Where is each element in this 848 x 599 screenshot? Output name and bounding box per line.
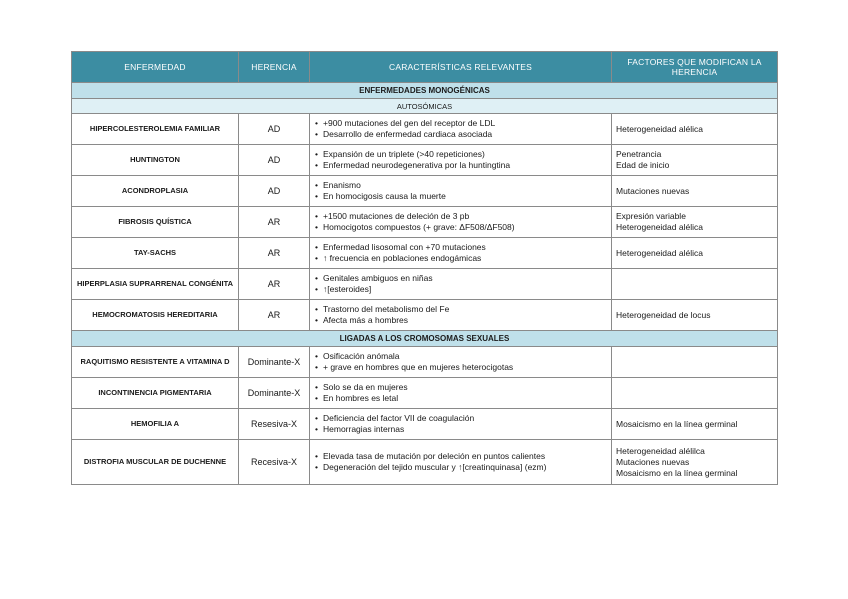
characteristic-item: • +1500 mutaciones de deleción de 3 pb (323, 211, 607, 222)
factor-item: Heterogeneidad alélica (616, 222, 703, 232)
factors-cell (612, 269, 778, 300)
characteristic-item: • Afecta más a hombres (323, 315, 607, 326)
characteristic-item: • Expansión de un triplete (>40 repeticiones) (323, 149, 607, 160)
disease-name: HEMOCROMATOSIS HEREDITARIA (72, 300, 239, 331)
factors-cell (612, 207, 778, 238)
table-row (72, 114, 778, 145)
section-title-autosomal: AUTOSÓMICAS (72, 99, 778, 114)
characteristic-item: • En hombres es letal (323, 393, 607, 404)
characteristics-cell (310, 269, 612, 300)
inheritance-type: AR (239, 269, 310, 300)
characteristics-list (314, 351, 607, 373)
section-row-monogenic (72, 83, 778, 99)
factor-item: Mutaciones nuevas (616, 456, 690, 467)
header-inheritance: HERENCIA (239, 52, 310, 83)
table-row (72, 300, 778, 331)
inheritance-type: Dominante-X (239, 378, 310, 409)
inheritance-type: Dominante-X (239, 347, 310, 378)
table-row (72, 409, 778, 440)
factor-item: Heterogeneidad de locus (616, 309, 711, 320)
characteristics-cell (310, 145, 612, 176)
header-characteristics: CARACTERÍSTICAS RELEVANTES (310, 52, 612, 83)
factors-cell (612, 300, 778, 331)
characteristic-item: • Homocigotos compuestos (+ grave: ΔF508/ΔF508) (323, 222, 607, 233)
header-row (72, 52, 778, 83)
characteristic-item: • En homocigosis causa la muerte (323, 191, 607, 202)
section-row-sexlinked (72, 331, 778, 347)
characteristic-item: • Enfermedad lisosomal con +70 mutaciones (323, 242, 607, 253)
factors-cell (612, 378, 778, 409)
characteristic-item: • Solo se da en mujeres (323, 382, 607, 393)
inheritance-type: AD (239, 145, 310, 176)
factor-item: Heterogeneidad alélilca (616, 445, 705, 456)
characteristics-list (314, 382, 607, 404)
table-row (72, 145, 778, 176)
disease-name: FIBROSIS QUÍSTICA (72, 207, 239, 238)
characteristic-item: • Desarrollo de enfermedad cardiaca asociada (323, 129, 607, 140)
characteristic-item: • Hemorragias internas (323, 424, 607, 435)
factors-cell (612, 347, 778, 378)
characteristics-cell (310, 207, 612, 238)
factors-cell (612, 440, 778, 485)
characteristics-list (314, 149, 607, 171)
factor-item: Mosaicismo en la línea germinal (616, 467, 738, 478)
characteristic-item: • Enanismo (323, 180, 607, 191)
characteristics-cell (310, 300, 612, 331)
disease-name: HUNTINGTON (72, 145, 239, 176)
table-row (72, 176, 778, 207)
table-row (72, 207, 778, 238)
header-disease: ENFERMEDAD (72, 52, 239, 83)
factor-item: Mosaicismo en la línea germinal (616, 418, 738, 429)
table-row (72, 238, 778, 269)
characteristics-list (314, 180, 607, 202)
inheritance-type: AR (239, 300, 310, 331)
characteristics-list (314, 118, 607, 140)
characteristics-list (314, 211, 607, 233)
factor-item: Heterogeneidad alélica (616, 123, 703, 134)
characteristics-cell (310, 347, 612, 378)
inheritance-type: Recesiva-X (239, 440, 310, 485)
disease-name: HIPERCOLESTEROLEMIA FAMILIAR (72, 114, 239, 145)
characteristics-list (314, 273, 607, 295)
factor-item: Heterogeneidad alélica (616, 247, 703, 258)
characteristic-item: • ↑[esteroides] (323, 284, 607, 295)
characteristics-cell (310, 176, 612, 207)
factors-cell (612, 114, 778, 145)
characteristics-list (314, 413, 607, 435)
disease-name: DISTROFIA MUSCULAR DE DUCHENNE (72, 440, 239, 485)
table-row (72, 269, 778, 300)
disease-name: HIPERPLASIA SUPRARRENAL CONGÉNITA (72, 269, 239, 300)
header-factors: FACTORES QUE MODIFICAN LA HERENCIA (612, 52, 778, 83)
characteristics-cell (310, 238, 612, 269)
factor-item: Edad de inicio (616, 160, 670, 170)
characteristics-cell (310, 378, 612, 409)
factors-cell (612, 176, 778, 207)
characteristic-item: • + grave en hombres que en mujeres heterocigotas (323, 362, 607, 373)
inheritance-type: AD (239, 114, 310, 145)
inheritance-type: Resesiva-X (239, 409, 310, 440)
disease-name: TAY-SACHS (72, 238, 239, 269)
characteristic-item: • Degeneración del tejido muscular y ↑[creatinquinasa] (ezm) (323, 462, 607, 473)
characteristic-item: • ↑ frecuencia en poblaciones endogámicas (323, 253, 607, 264)
disease-name: ACONDROPLASIA (72, 176, 239, 207)
disease-name: RAQUITISMO RESISTENTE A VITAMINA D (72, 347, 239, 378)
factor-item: Penetrancia (616, 149, 662, 159)
characteristics-list (314, 451, 607, 473)
characteristic-item: • Elevada tasa de mutación por deleción en puntos calientes (323, 451, 607, 462)
table-row (72, 378, 778, 409)
characteristics-list (314, 242, 607, 264)
characteristics-cell (310, 114, 612, 145)
characteristics-cell (310, 409, 612, 440)
table-row (72, 347, 778, 378)
section-row-autosomal (72, 99, 778, 114)
characteristics-list (314, 304, 607, 326)
characteristic-item: • Trastorno del metabolismo del Fe (323, 304, 607, 315)
inheritance-type: AR (239, 238, 310, 269)
section-title-monogenic: ENFERMEDADES MONOGÉNICAS (72, 83, 778, 99)
disease-name: INCONTINENCIA PIGMENTARIA (72, 378, 239, 409)
inheritance-type: AD (239, 176, 310, 207)
table-row (72, 440, 778, 485)
characteristic-item: • +900 mutaciones del gen del receptor de LDL (323, 118, 607, 129)
factor-item: Mutaciones nuevas (616, 185, 690, 196)
characteristics-cell (310, 440, 612, 485)
factors-cell (612, 238, 778, 269)
characteristic-item: • Enfermedad neurodegenerativa por la huntingtina (323, 160, 607, 171)
factors-cell (612, 145, 778, 176)
disease-name: HEMOFILIA A (72, 409, 239, 440)
section-title-sexlinked: LIGADAS A LOS CROMOSOMAS SEXUALES (72, 331, 778, 347)
factor-item: Expresión variable (616, 211, 686, 221)
factors-cell (612, 409, 778, 440)
characteristic-item: • Osificación anómala (323, 351, 607, 362)
characteristic-item: • Genitales ambiguos en niñas (323, 273, 607, 284)
inheritance-table (71, 51, 778, 485)
characteristic-item: • Deficiencia del factor VII de coagulación (323, 413, 607, 424)
inheritance-type: AR (239, 207, 310, 238)
